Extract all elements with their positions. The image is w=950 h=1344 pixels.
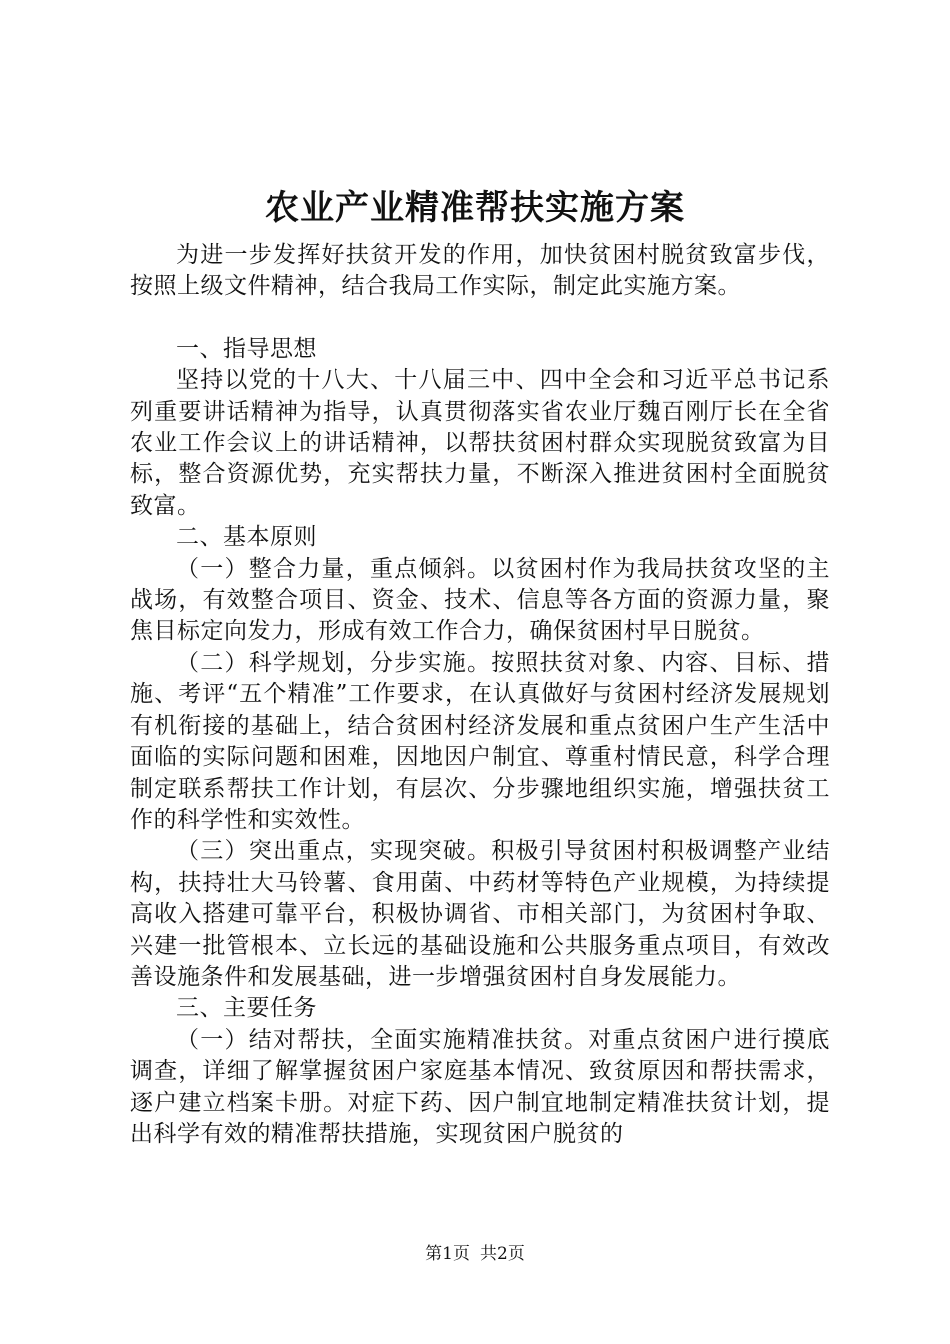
page-total: 共2页 (480, 1244, 525, 1264)
section-heading-basic-principles: 二、基本原则 (176, 524, 317, 551)
section-heading-guiding-thought: 一、指导思想 (176, 335, 317, 362)
section-paragraph: （二）科学规划，分步实施。按照扶贫对象、内容、目标、措施、考评“五个精准”工作要求，在认真做好与贫困村经济发展规划有机衔接的基础上，结合贫困村经济发展和重点贫困户生产生活中面临的实际问题和困难，因地因户制宜、尊重村情民意，科学合理制定联系帮扶工作计划，有层次、分步骤地组织实施，增强扶贫工作的科学性和实效性。 (130, 649, 830, 833)
page-number: 第1页 (425, 1244, 470, 1264)
section-paragraph: （一）结对帮扶，全面实施精准扶贫。对重点贫困户进行摸底调查，详细了解掌握贫困户家庭基本情况、致贫原因和帮扶需求，逐户建立档案卡册。对症下药、因户制宜地制定精准扶贫计划，提出科学有效的精准帮扶措施，实现贫困户脱贫的 (130, 1026, 830, 1147)
page-footer (0, 1242, 950, 1266)
document-body (130, 240, 830, 1150)
section-paragraph: （三）突出重点，实现突破。积极引导贫困村积极调整产业结构，扶持壮大马铃薯、食用菌、中药材等特色产业规模，为持续提高收入搭建可靠平台，积极协调省、市相关部门，为贫困村争取、兴建一批管根本、立长远的基础设施和公共服务重点项目，有效改善设施条件和发展基础，进一步增强贫困村自身发展能力。 (130, 838, 830, 990)
section-paragraph: 坚持以党的十八大、十八届三中、四中全会和习近平总书记系列重要讲话精神为指导，认真贯彻落实省农业厅魏百刚厅长在全省农业工作会议上的讲话精神，以帮扶贫困村群众实现脱贫致富为目标，整合资源优势，充实帮扶力量，不断深入推进贫困村全面脱贫致富。 (130, 367, 830, 519)
section-paragraph: （一）整合力量，重点倾斜。以贫困村作为我局扶贫攻坚的主战场，有效整合项目、资金、技术、信息等各方面的资源力量，聚焦目标定向发力，形成有效工作合力，确保贫困村早日脱贫。 (130, 555, 830, 645)
document-title: 农业产业精准帮扶实施方案 (265, 188, 685, 228)
intro-paragraph: 为进一步发挥好扶贫开发的作用，加快贫困村脱贫致富步伐，按照上级文件精神，结合我局工作实际，制定此实施方案。 (130, 242, 830, 300)
section-heading-main-tasks: 三、主要任务 (176, 995, 317, 1022)
